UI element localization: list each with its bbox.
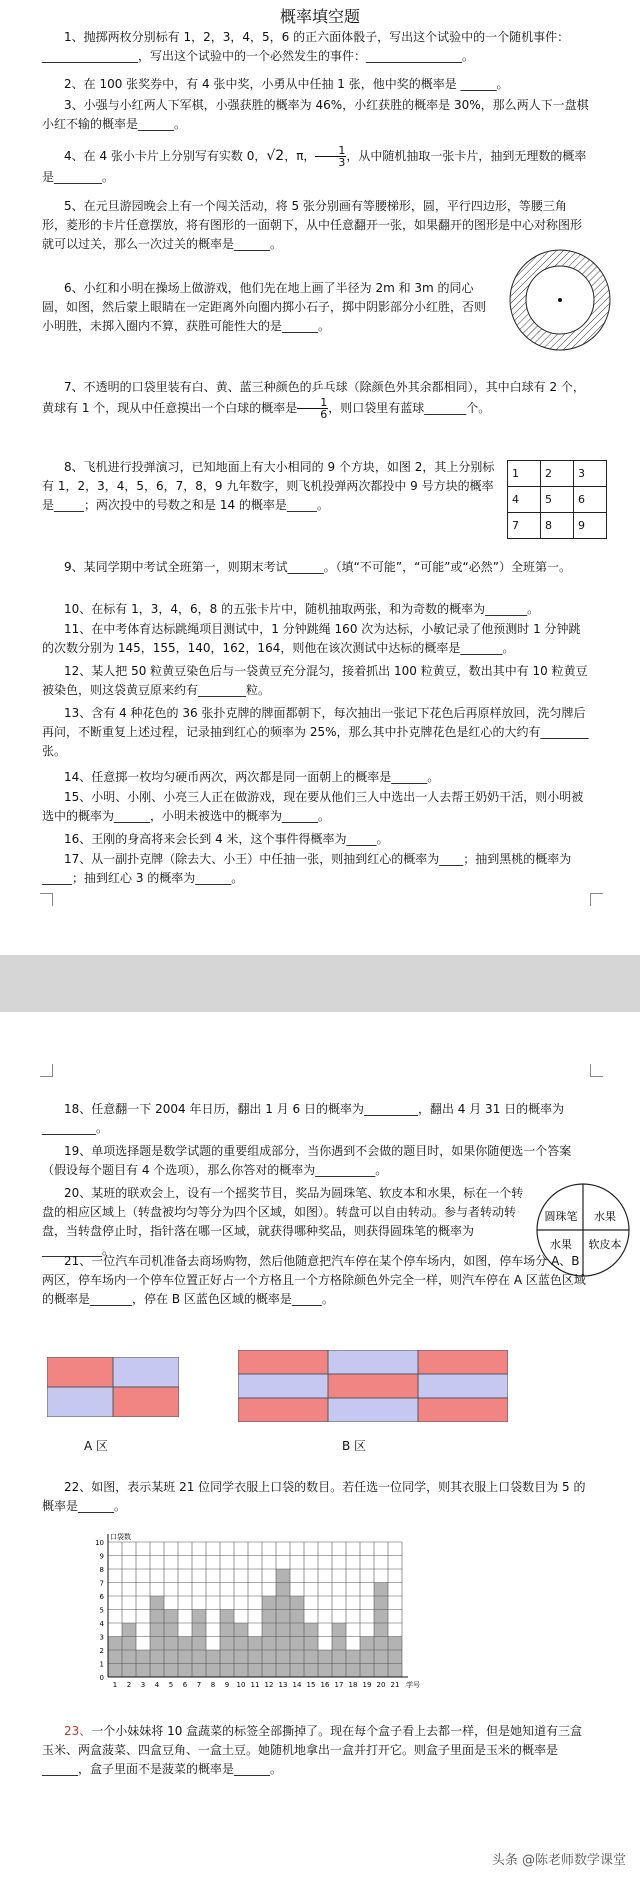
grid-cell: 9 [574, 513, 607, 539]
chart-y-tick-label: 4 [99, 1620, 104, 1628]
chart-y-tick-label: 5 [99, 1606, 104, 1615]
zone-a-label: A 区 [84, 1439, 109, 1453]
spinner-sector-label: 软皮本 [588, 1238, 622, 1251]
watermark-footer: 头条 @陈老师数学课堂 [491, 1853, 626, 1868]
question-2: 2、在 100 张奖券中，有 4 张中奖，小勇从中任抽 1 张，他中奖的概率是 ______。 [64, 77, 509, 91]
zone-b-cell-red [238, 1350, 328, 1374]
chart-y-tick-label: 8 [99, 1566, 104, 1574]
chart-x-tick-label: 18 [348, 1681, 358, 1689]
page-title: 概率填空题 [279, 7, 360, 26]
question-7: 7、不透明的口袋里装有白、黄、蓝三种颜色的乒乓球（除颜色外其余都相同），其中白球有 2 个，黄球有 1 个，现从中任意摸出一个白球的概率是 $\frac{1}{6}$ ，则口袋里有蓝球_______个。 [42, 380, 585, 421]
question-1: 1、抛掷两枚分别标有 1，2，3，4，5，6 的正六面体骰子，写出这个试验中的一个随机事件：________________，写出这个试验中的一个必然发生的事件：________________。 [42, 30, 570, 63]
chart-x-tick-label: 2 [126, 1681, 132, 1689]
chart-bar [220, 1610, 234, 1678]
question-16: 16、王刚的身高将来会长到 4 米，这个事件得概率为_____。 [64, 832, 389, 846]
chart-y-tick-label: 0 [99, 1674, 104, 1682]
chart-x-tick-label: 1 [112, 1681, 118, 1689]
chart-x-tick-label: 16 [320, 1681, 330, 1689]
question-17: 17、从一副扑克牌（除去大、小王）中任抽一张，则抽到红心的概率为____；抽到黑桃的概率为_____；抽到红心 3 的概率为______。 [42, 852, 572, 885]
spinner-sector-label: 水果 [594, 1210, 616, 1223]
question-3: 3、小强与小红两人下军棋，小强获胜的概率为 46%，小红获胜的概率是 30%，那么两人下一盘棋小红不输的概率是______。 [42, 98, 589, 131]
chart-x-tick-label: 19 [362, 1681, 372, 1689]
chart-x-tick-label: 4 [154, 1681, 160, 1689]
chart-x-tick-label: 9 [224, 1681, 230, 1689]
chart-x-tick-label: 10 [236, 1681, 246, 1689]
fraction-one-sixth: $\frac{1}{6}$ [297, 397, 328, 420]
grid-cell: 5 [541, 487, 574, 513]
chart-x-tick-label: 12 [264, 1681, 274, 1689]
spinner-sector-label: 圆珠笔 [544, 1210, 578, 1223]
concentric-circles-figure [505, 245, 615, 355]
fraction-one-third: $\frac{1}{3}$ [315, 145, 346, 168]
zone-b-cell-blue [328, 1350, 418, 1374]
page-2 [0, 1012, 640, 1878]
chart-bar [178, 1637, 192, 1678]
question-22: 22、如图，表示某班 21 位同学衣服上口袋的数目。若任选一位同学，则其衣服上口袋数目为 5 的概率是______。 [42, 1480, 586, 1513]
chart-x-tick-label: 5 [168, 1681, 174, 1689]
chart-bar [192, 1610, 206, 1678]
zone-b-cell-red [418, 1398, 508, 1422]
sqrt-two: √2 [266, 148, 285, 164]
question-14: 14、任意掷一枚均匀硬币两次，两次都是同一面朝上的概率是______。 [64, 770, 440, 784]
zone-a-cell-red [113, 1387, 179, 1417]
chart-bar [388, 1637, 402, 1678]
question-4: 4、在 4 张小卡片上分别写有实数 0，√2，π， $\frac{1}{3}$ ，从中随机抽取一张卡片，抽到无理数的概率是________。 [42, 144, 587, 184]
chart-y-tick-label: 9 [99, 1552, 104, 1561]
question-11: 11、在中考体育达标跳绳项目测试中，1 分钟跳绳 160 次为达标，小敏记录了他预测时 1 分钟跳的次数分别为 145，155，140，162，164，则他在该次测试中达标的概率是_______。 [42, 622, 581, 655]
question-19: 19、单项选择题是数学试题的重要组成部分，当你遇到不会做的题目时，如果你随便选一个答案（假设每个题目有 4 个选项），那么你答对的概率为__________。 [42, 1144, 572, 1177]
chart-y-tick-label: 3 [99, 1633, 104, 1642]
spinner-sector-label: 水果 [550, 1238, 572, 1251]
zone-a-cell-red [47, 1357, 113, 1387]
chart-x-tick-label: 17 [334, 1681, 344, 1689]
page-corner-mark [590, 893, 603, 906]
zone-b-cell-blue [418, 1374, 508, 1398]
pocket-count-chart [88, 1522, 438, 1697]
chart-x-tick-label: 15 [306, 1681, 316, 1689]
chart-x-tick-label: 21 [390, 1681, 400, 1689]
page-corner-mark [590, 1064, 603, 1077]
chart-bar [248, 1637, 262, 1678]
question-10: 10、在标有 1，3，4，6，8 的五张卡片中，随机抽取两张，和为奇数的概率为_______。 [64, 602, 540, 616]
nine-square-grid [507, 460, 607, 539]
center-point [558, 298, 562, 302]
question-18: 18、任意翻一下 2004 年日历，翻出 1 月 6 日的概率为_________，翻出 4 月 31 日的概率为_________。 [42, 1102, 565, 1135]
grid-cell: 2 [541, 461, 574, 487]
grid-cell: 1 [508, 461, 541, 487]
chart-bar [360, 1637, 374, 1678]
parking-zone-b [238, 1350, 508, 1422]
question-5: 5、在元旦游园晚会上有一个闯关活动，将 5 张分别画有等腰梯形，圆，平行四边形，等腰三角形，菱形的卡片任意摆放，将有图形的一面朝下，从中任意翻开一张，如果翻开的图形是中心对称图形就可以过关，那么一次过关的概率是______。 [42, 199, 583, 251]
question-21: 21、一位汽车司机准备去商场购物，然后他随意把汽车停在某个停车场内，如图，停车场分 A、B 两区，停车场内一个停车位置正好占一个方格且一个方格除颜色外完全一样，则汽车停在 A 区蓝色区域的概率是_______，停在 B 区蓝色区域的概率是_____。 [42, 1254, 586, 1306]
chart-y-tick-label: 6 [99, 1593, 104, 1601]
chart-x-tick-label: 20 [376, 1681, 386, 1689]
grid-cell: 3 [574, 461, 607, 487]
chart-y-tick-label: 10 [95, 1539, 104, 1547]
parking-zone-a [47, 1357, 179, 1417]
page-corner-mark [40, 1064, 53, 1077]
chart-x-tick-label: 3 [140, 1681, 146, 1689]
question-23: 23、一个小妹妹将 10 盒蔬菜的标签全部撕掉了。现在每个盒子看上去都一样，但是她知道有三盒玉米、两盒菠菜、四盒豆角、一盒土豆。她随机地拿出一盒并打开它。则盒子里面是玉米的概率是______，盒子里面不是菠菜的概率是______。 [42, 1724, 583, 1776]
question-8: 8、飞机进行投弹演习，已知地面上有大小相同的 9 个方块，如图 2，其上分别标有 1，2，3，4，5，6，7，8，9 九年数字，则飞机投弹两次都投中 9 号方块的概率是_____；两次投中的号数之和是 14 的概率是_____。 [42, 460, 495, 512]
chart-x-tick-label: 7 [196, 1681, 202, 1689]
chart-bar [108, 1637, 122, 1678]
zone-b-cell-red [418, 1350, 508, 1374]
chart-x-tick-label: 8 [210, 1681, 216, 1689]
grid-cell: 7 [508, 513, 541, 539]
chart-y-axis-label: 口袋数 [110, 1533, 131, 1541]
chart-y-tick-label: 1 [99, 1660, 104, 1669]
grid-cell: 8 [541, 513, 574, 539]
zone-b-cell-red [238, 1398, 328, 1422]
zone-a-cell-blue [113, 1357, 179, 1387]
chart-x-axis-label: 学号 [406, 1681, 420, 1689]
question-9: 9、某同学期中考试全班第一，则期末考试______。（填“不可能”，“可能”或“必然”）全班第一。 [64, 560, 571, 574]
grid-cell: 4 [508, 487, 541, 513]
chart-bar [164, 1610, 178, 1678]
zone-b-cell-blue [238, 1374, 328, 1398]
chart-y-tick-label: 7 [99, 1579, 104, 1588]
question-12: 12、某人把 50 粒黄豆染色后与一袋黄豆充分混匀，接着抓出 100 粒黄豆，数出其中有 10 粒黄豆被染色，则这袋黄豆原来约有________粒。 [42, 664, 588, 697]
question-15: 15、小明、小刚、小亮三人正在做游戏，现在要从他们三人中选出一人去帮王奶奶干活，则小明被选中的概率为______，小明未被选中的概率为______。 [42, 790, 584, 823]
zone-b-cell-blue [328, 1398, 418, 1422]
chart-bar [374, 1583, 388, 1678]
question-20: 20、某班的联欢会上，设有一个摇奖节目，奖品为圆珠笔、软皮本和水果，标在一个转盘的相应区域上（转盘被均匀等分为四个区域，如图）。转盘可以自由转动。参与者转动转盘，当转盘停止时，指针落在哪一区域，就获得哪种奖品，则获得圆珠笔的概率为__________。 [42, 1186, 524, 1257]
page-corner-mark [40, 893, 53, 906]
chart-y-tick-label: 2 [99, 1647, 104, 1655]
zone-b-cell-red [328, 1374, 418, 1398]
chart-x-tick-label: 11 [250, 1681, 260, 1689]
chart-x-tick-label: 13 [278, 1681, 288, 1689]
question-6: 6、小红和小明在操场上做游戏，他们先在地上画了半径为 2m 和 3m 的同心圆，如图，然后蒙上眼睛在一定距离外向圈内掷小石子，掷中阴影部分小红胜，否则小明胜，未掷入圈内不算，获胜可能性大的是______。 [42, 281, 487, 333]
chart-x-tick-label: 6 [182, 1681, 188, 1689]
zone-b-label: B 区 [342, 1439, 367, 1453]
grid-cell: 6 [574, 487, 607, 513]
chart-x-tick-label: 14 [292, 1681, 302, 1689]
question-13: 13、含有 4 种花色的 36 张扑克牌的牌面都朝下，每次抽出一张记下花色后再原样放回，洗匀牌后再问，不断重复上述过程，记录抽到红心的频率为 25%，那么其中扑克牌花色是红心的大约有________张。 [42, 706, 589, 758]
zone-a-cell-blue [47, 1387, 113, 1417]
